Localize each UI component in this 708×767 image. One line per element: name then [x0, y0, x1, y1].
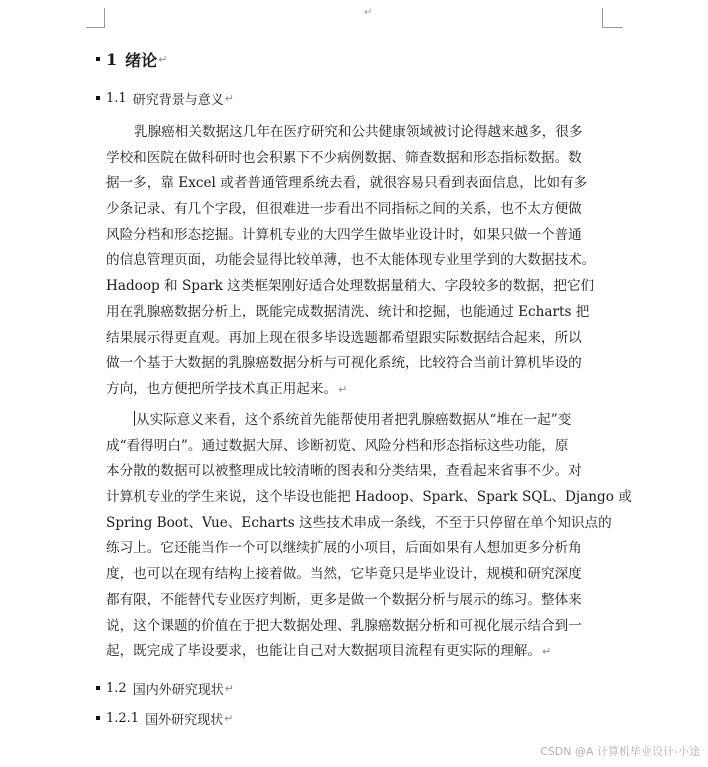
text-line: 度，也可以在现有结构上接着做。当然，它毕竟只是毕业设计，规模和研究深度: [106, 566, 582, 583]
text-line: 学校和医院在做科研时也会积累下不少病例数据、筛查数据和形态指标数据。数: [106, 149, 582, 166]
text-line: Spring Boot、Vue、Echarts 这些技术串成一条线，不至于只停留在单个知识点的: [106, 514, 612, 531]
text-line: 计算机专业的学生来说，这个毕设也能把 Hadoop、Spark、Spark SQL、Django 或: [106, 489, 632, 506]
header-paragraph-mark: ↵: [364, 7, 373, 18]
heading-title: 绪论: [125, 50, 158, 70]
paragraph-mark: ↵: [224, 681, 234, 695]
text-line: 说，这个课题的价值在于把大数据处理、乳腺癌数据分析和可视化展示结合到一: [106, 617, 582, 634]
text-line: 风险分档和形态挖掘。计算机专业的大四学生做毕业设计时，如果只做一个普通: [106, 226, 582, 243]
heading-bullet: [96, 57, 100, 61]
heading-1-2[interactable]: [96, 678, 234, 698]
heading-number: 1: [106, 49, 118, 69]
paragraph-mark: ↵: [158, 52, 168, 66]
crop-mark-top-left-v: [104, 8, 105, 28]
heading-1[interactable]: [96, 48, 167, 70]
heading-title: 研究背景与意义: [132, 92, 224, 108]
heading-number: 1.2: [106, 680, 127, 696]
text-line: 结果展示得更直观。再加上现在很多毕设选题都希望跟实际数据结合起来，所以: [106, 329, 582, 346]
crop-mark-top-right-v: [602, 8, 603, 28]
text-line: 乳腺癌相关数据这几年在医疗研究和公共健康领域被讨论得越来越多，很多: [134, 124, 583, 140]
text-line: 少条记录、有几个字段，但很难进一步看出不同指标之间的关系，也不太方便做: [106, 201, 582, 218]
paragraph-mark: ↵: [224, 711, 234, 725]
body-paragraph-2[interactable]: [106, 408, 632, 665]
text-cursor: [134, 411, 135, 426]
text-line: 做一个基于大数据的乳腺癌数据分析与可视化系统，比较符合当前计算机毕设的: [106, 355, 582, 372]
text-line: 的信息管理页面，功能会显得比较单薄，也不太能体现专业里学到的大数据技术。: [106, 252, 596, 269]
text-line: 从实际意义来看，这个系统首先能帮使用者把乳腺癌数据从“堆在一起”变: [136, 412, 572, 428]
text-line: 据一多，靠 Excel 或者普通管理系统去看，就很容易只看到表面信息，比如有多: [106, 175, 588, 192]
text-line: 成“看得明白”。通过数据大屏、诊断初览、风险分档和形态指标这些功能，原: [106, 437, 569, 454]
heading-1-2-1[interactable]: [96, 708, 233, 728]
heading-number: 1.2.1: [106, 710, 140, 726]
text-line: 练习上。它还能当作一个可以继续扩展的小项目，后面如果有人想加更多分析角: [106, 540, 582, 557]
heading-bullet: [96, 96, 100, 100]
text-line: 都有限，不能替代专业医疗判断，更多是做一个数据分析与展示的练习。整体来: [106, 591, 582, 608]
paragraph-mark: ↵: [224, 91, 234, 105]
text-line: 本分散的数据可以被整理成比较清晰的图表和分类结果，查看起来省事不少。对: [106, 463, 582, 480]
paragraph-mark: ↵: [338, 382, 348, 396]
body-paragraph-1[interactable]: [106, 120, 606, 403]
heading-title: 国外研究现状: [145, 712, 224, 728]
text-line: 用在乳腺癌数据分析上，既能完成数据清洗、统计和挖掘，也能通过 Echarts 把: [106, 303, 590, 320]
text-line: Hadoop 和 Spark 这类框架刚好适合处理数据量稍大、字段较多的数据，把它们: [106, 278, 595, 295]
heading-bullet: [96, 716, 100, 720]
heading-1-1[interactable]: [96, 88, 234, 108]
heading-bullet: [96, 686, 100, 690]
crop-mark-top-right-h: [602, 27, 623, 28]
crop-mark-top-left-h: [86, 27, 105, 28]
heading-number: 1.1: [106, 90, 127, 106]
watermark: CSDN @A 计算机毕业设计-小途: [540, 745, 700, 758]
text-line-last: 起，既完成了毕设要求，也能让自己对大数据项目流程有更实际的理解。↵: [106, 643, 552, 660]
paragraph-mark: ↵: [542, 645, 552, 659]
heading-title: 国内外研究现状: [132, 682, 224, 698]
text-line-last: 方向，也方便把所学技术真正用起来。↵: [106, 380, 348, 397]
